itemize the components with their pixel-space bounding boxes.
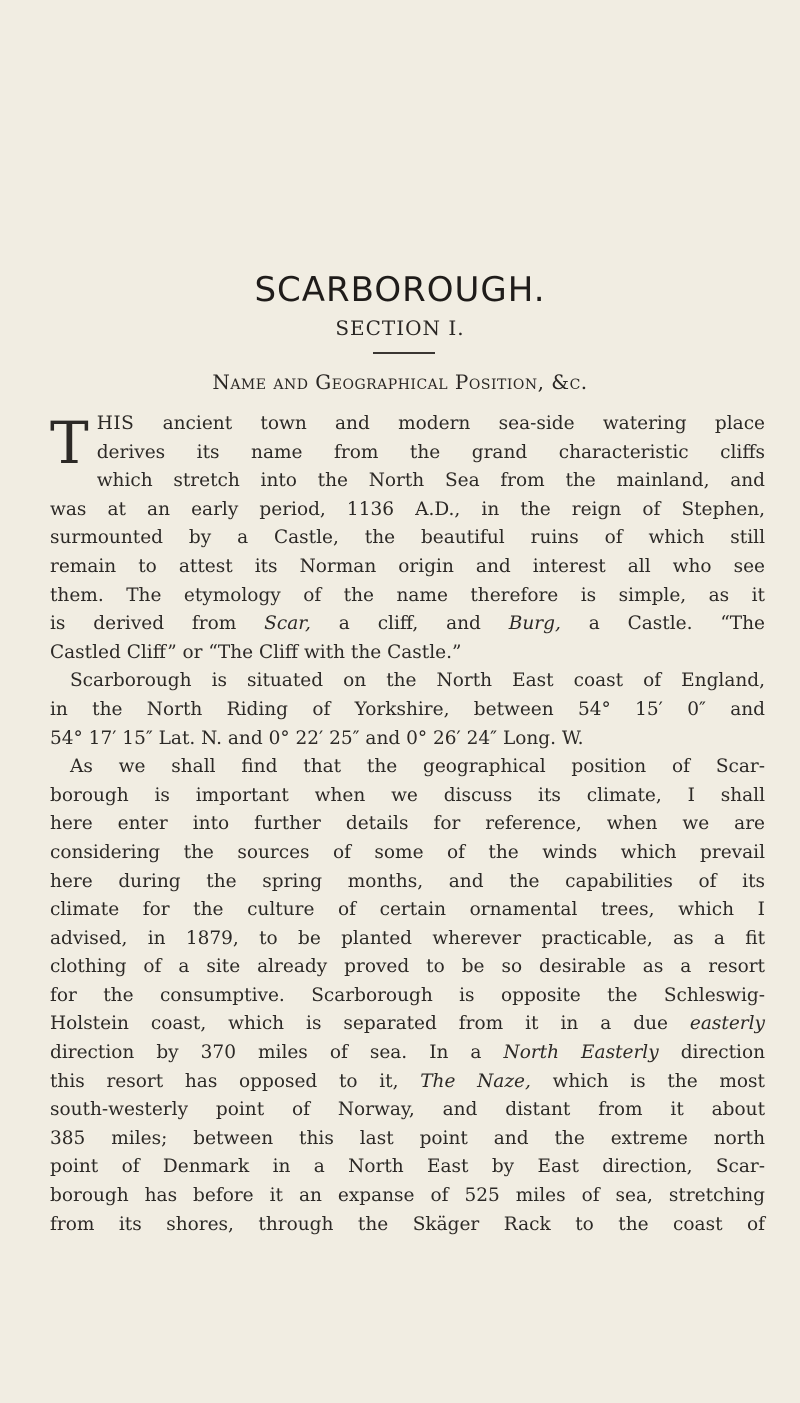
text-line: derives its name from the grand characteristic cliffs bbox=[96, 441, 765, 463]
section-heading: SECTION I. bbox=[335, 316, 465, 340]
paragraph-2 bbox=[50, 667, 765, 753]
text-line: for the consumptive. Scarborough is opposite the Schleswig- bbox=[50, 984, 765, 1006]
text-line: Scarborough is situated on the North East coast of England, bbox=[70, 670, 765, 692]
text-line: Castled Cliff” or “The Cliff with the Castle.” bbox=[50, 641, 462, 663]
text-fragment: direction bbox=[658, 1042, 766, 1064]
text-line: advised, in 1879, to be planted wherever practicable, as a fit bbox=[50, 927, 765, 949]
paragraph-1 bbox=[50, 410, 765, 667]
text-fragment: which is the most bbox=[530, 1070, 765, 1092]
text-fragment: ancient town and modern sea-side watering place bbox=[134, 413, 765, 434]
drop-cap: T bbox=[50, 409, 89, 477]
text-line: surmounted by a Castle, the beautiful ruins of which still bbox=[50, 527, 765, 549]
divider-rule bbox=[373, 352, 435, 354]
text-fragment: is derived from bbox=[50, 613, 265, 635]
text-line bbox=[50, 1068, 765, 1097]
text-fragment: this resort has opposed to it, bbox=[50, 1070, 421, 1092]
text-line: from its shores, through the Skäger Rack to the coast of bbox=[50, 1213, 765, 1235]
text-fragment: Holstein coast, which is separated from it in a due bbox=[50, 1013, 690, 1035]
text-line: 385 miles; between this last point and the extreme north bbox=[50, 1127, 765, 1149]
text-line: them. The etymology of the name therefore is simple, as it bbox=[50, 584, 765, 606]
text-line: borough is important when we discuss its climate, I shall bbox=[50, 784, 765, 806]
text-line: borough has before it an expanse of 525 miles of sea, stretching bbox=[50, 1185, 765, 1207]
text-line: here during the spring months, and the capabilities of its bbox=[50, 870, 765, 892]
text-line: climate for the culture of certain ornamental trees, which I bbox=[50, 899, 765, 921]
text-line: was at an early period, 1136 A.D., in the reign of Stephen, bbox=[50, 498, 765, 520]
italic-word: easterly bbox=[689, 1013, 765, 1035]
text-line: in the North Riding of Yorkshire, between 54° 15′ 0″ and bbox=[50, 698, 765, 720]
text-line: south-westerly point of Norway, and distant from it about bbox=[50, 1099, 765, 1121]
text-line bbox=[50, 1010, 765, 1039]
italic-word: North Easterly bbox=[503, 1042, 659, 1064]
text-fragment: a Castle. “The bbox=[560, 613, 765, 635]
first-word-caps: HIS bbox=[96, 413, 135, 434]
text-line bbox=[50, 1039, 765, 1068]
text-line: clothing of a site already proved to be so desirable as a resort bbox=[50, 956, 765, 978]
text-fragment: a cliff, and bbox=[310, 613, 509, 635]
section-subtitle: Name and Geographical Position, &c. bbox=[212, 370, 588, 394]
body-text bbox=[50, 410, 765, 1239]
text-line: which stretch into the North Sea from the mainland, and bbox=[96, 470, 765, 492]
paragraph-3 bbox=[50, 753, 765, 1239]
text-line: 54° 17′ 15″ Lat. N. and 0° 22′ 25″ and 0° 26′ 24″ Long. W. bbox=[50, 727, 584, 749]
italic-word: Scar, bbox=[264, 613, 311, 635]
text-fragment: direction by 370 miles of sea. In a bbox=[50, 1042, 504, 1064]
page-title: SCARBOROUGH. bbox=[254, 270, 546, 310]
text-line: remain to attest its Norman origin and interest all who see bbox=[50, 555, 765, 577]
text-line: here enter into further details for reference, when we are bbox=[50, 813, 765, 835]
italic-word: Burg, bbox=[508, 613, 561, 635]
text-line: point of Denmark in a North East by East direction, Scar- bbox=[50, 1156, 765, 1178]
text-line: considering the sources of some of the winds which prevail bbox=[50, 841, 765, 863]
italic-word: The Naze, bbox=[420, 1070, 531, 1092]
text-line bbox=[50, 610, 765, 639]
text-line: As we shall find that the geographical position of Scar- bbox=[70, 756, 765, 778]
text-line bbox=[50, 410, 765, 439]
